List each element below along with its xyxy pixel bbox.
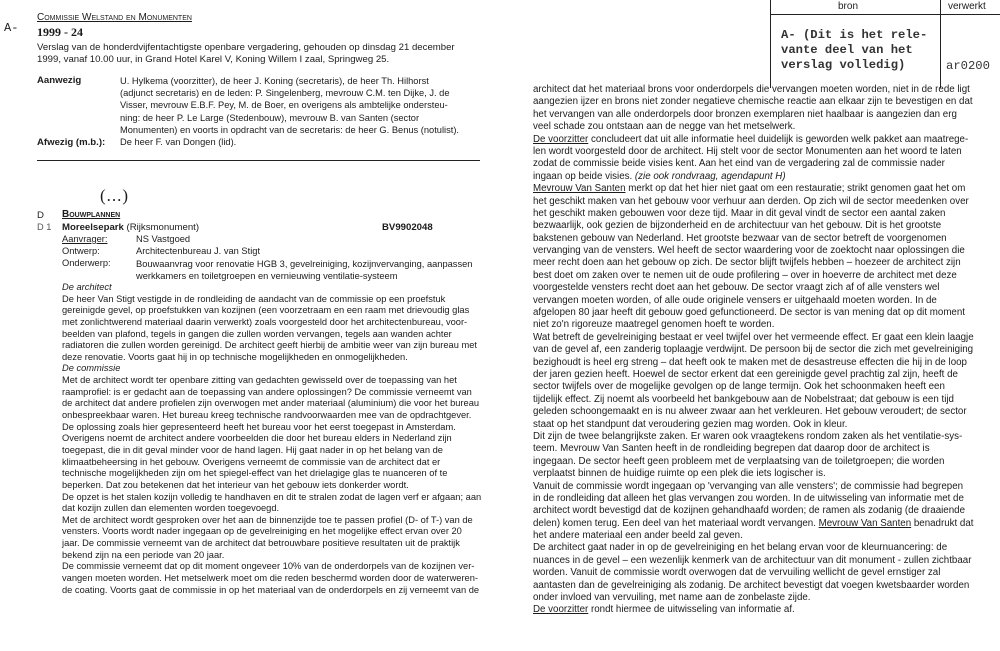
line-text: het andere materiaal een ander beeld zal geven.	[533, 530, 743, 542]
text-line	[533, 307, 974, 319]
line-text: architect dat het materiaal brons voor onderdorpels die vervangen moeten worden, niet in de rede ligt	[533, 84, 970, 95]
line-text: architect wordt bevestigd dat de kozijnen gehandhaafd worden; de ramen als zodanig (de draaiende	[533, 505, 965, 517]
present-list	[120, 75, 459, 136]
text-line	[533, 134, 974, 146]
present-line: (adjunct secretaris) en de leden: P. Singelenberg, mevrouw C.M. ten Dijke, J. de	[120, 88, 450, 99]
line-text: Wat betreft de gevelreiniging bestaat er veel twijfel over het vermeende effect. Er gaat een klein laagje	[533, 331, 974, 343]
source-note-line: A- (Dit is het rele-	[781, 28, 928, 42]
line-text: aantasten dan de gevelreiniging als zodanig. De architect bevestigt dat voegen kwetsbaarder worden	[533, 579, 970, 591]
text-line	[62, 526, 481, 538]
text-line	[533, 555, 974, 567]
line-text: Dit zijn de twee belangrijkste zaken. Er waren ook vraagtekens rondom zaken als het ventilatie-sys-	[533, 430, 963, 442]
report-number: 1999 - 24	[37, 25, 83, 39]
column-header-processed: verwerkt	[948, 1, 986, 12]
text-line	[62, 573, 481, 585]
line-text: vensters. Voorts wordt nader ingegaan op de gevelreiniging en het mogelijke effect ervan over 20	[62, 526, 462, 537]
text-line	[533, 146, 974, 158]
text-line	[533, 344, 974, 356]
header-divider	[37, 160, 480, 161]
line-text: afgelopen 80 jaar heeft dit gebouw goed gefunctioneerd. De sector is van mening dat op dit moment	[533, 307, 965, 319]
text-line	[533, 96, 974, 108]
speaker-name: Mevrouw Van Santen	[533, 183, 626, 195]
line-text: de architect dat andere profielen zijn overwogen met ander materiaal (aluminium) die voor het bureau	[62, 398, 480, 409]
line-text: geleden schoongemaakt en is nu alweer zwaar aan het verkleuren. Het gebouw veroudert; de sector	[533, 406, 967, 418]
text-line	[533, 245, 974, 257]
line-text: voorgestelde vensters recht doet aan het gebouw. De sector vraagt zich af of alle vensters wel	[533, 282, 940, 294]
right-column-body	[533, 84, 974, 617]
line-text: aangezien ijzer en brons niet zonder negatieve chemische reactie aan elkaar zijn te bevestigen en dat	[533, 96, 973, 108]
line-text: niet zo'n rigoreuze maatregel genomen hoeft te worden.	[533, 319, 775, 331]
line-text: verplaatst binnen de huidige ruimte op een plek die iets logischer is.	[533, 468, 826, 480]
line-text: het geschikt maken van het gebouw voor verhuur aan derden. Op zich wil de sector meedenken over	[533, 195, 969, 207]
text-line	[533, 481, 974, 493]
text-line	[62, 457, 481, 469]
design-label: Ontwerp:	[62, 246, 100, 256]
line-text: delen) komen terug. Een deel van het materiaal wordt vervangen.	[533, 517, 819, 529]
text-line	[533, 518, 974, 530]
table-header-rule	[770, 14, 1000, 15]
present-line: U. Hylkema (voorzitter), de heer J. Koning (secretaris), de heer Th. Hilhorst	[120, 76, 429, 86]
text-line	[62, 468, 481, 480]
line-text: ingaan op beide visies.	[533, 170, 635, 182]
line-text: ingegaan. De sector heeft geen probleem met de verplaatsing van de toiletgroepen; die worden	[533, 455, 945, 467]
line-text: vangen moeten worden. Het metselwerk moet om die reden beschermd worden door de waterweren-	[62, 573, 478, 584]
line-text: De opzet is het stalen kozijn volledig te handhaven en dit te stralen zodat de lagen verf er afgaan; aan	[62, 491, 482, 502]
line-text: teem. Mevrouw Van Santen heeft in de rondleiding begrepen dat daarop door de architect is	[533, 443, 930, 455]
subject-label: Onderwerp:	[62, 258, 111, 268]
text-line	[533, 567, 974, 579]
line-text: veel schade zou ontstaan aan de negge van het metselwerk.	[533, 121, 796, 133]
line-text: meer recht doen aan het gebouw op zich. De sector blijft twijfels hebben – hoezeer de architect zijn	[533, 257, 961, 269]
line-text: best doet om zaken over te nemen uit de oude profilering – over in hoeverre de architect met deze	[533, 269, 957, 281]
line-text: tijdelijk effect. Zij noemt als voorbeeld het bankgebouw aan de Nobelstraat; dat gebouw is een tijd	[533, 393, 954, 405]
line-text: technische mogelijkheden zijn om het spiegel-effect van het drielagige glas te nuanceren of te	[62, 468, 448, 479]
text-line	[533, 319, 974, 331]
text-line	[533, 604, 974, 616]
committee-name: Commissie Welstand en Monumenten	[37, 12, 192, 23]
applicant-value: NS Vastgoed	[136, 234, 191, 244]
text-line	[62, 410, 481, 422]
text-line	[62, 585, 481, 597]
text-line	[533, 443, 974, 455]
margin-mark: A-	[4, 21, 19, 35]
text-line	[62, 422, 481, 434]
line-text: jaar. De commissie verneemt van de architect dat betrouwbare positieve resultaten uit de praktijk	[62, 538, 460, 549]
text-line	[533, 394, 974, 406]
text-line	[533, 295, 974, 307]
omission-mark: (...)	[100, 186, 130, 205]
text-line	[62, 329, 481, 341]
subject-line: werkkamers en toiletgroepen en vernieuwing ventilatie-systeem	[136, 271, 398, 281]
text-line	[533, 84, 974, 96]
intro-line: Verslag van de honderdvijfentachtigste openbare vergadering, gehouden op dinsdag 21 december	[37, 42, 455, 53]
text-line	[62, 387, 481, 399]
processed-code: ar0200	[946, 59, 990, 73]
speaker-name: De voorzitter	[533, 604, 589, 616]
line-text: het geschikt maken gebouwen voor deze tijd. Maar in dit geval vindt de sector een aantal zaken	[533, 207, 946, 219]
line-text: dat kozijn zullen dan elementen worden toegevoegd.	[62, 503, 280, 514]
line-text: vervangen moeten worden, of alle oude originele vensers er uitgehaald moeten worden. In de	[533, 294, 937, 306]
line-text: het vervangen van alle onderdorpels door bronzen exemplaren niet haalbaar is aangezien dan erg	[533, 108, 957, 120]
text-line	[62, 492, 481, 504]
speaker-name: Mevrouw Van Santen	[818, 517, 912, 529]
applicant-label: Aanvrager:	[62, 234, 108, 244]
line-text: concludeert dat uit alle informatie heel duidelijk is geworden welk pakket aan maatrege-	[588, 133, 969, 145]
subject-line: Bouwaanvrag voor renovatie HGB 3, gevelreiniging, kozijnvervanging, aanpassen	[136, 259, 473, 269]
line-text: vervanging van de vensters. Wel heeft de sector waardering voor de zoektocht naar oplossingen die	[533, 245, 965, 257]
line-text: De oplossing zoals hier gepresenteerd heeft het bureau voor het eerst toegepast in Amsterdam.	[62, 421, 456, 432]
design-value: Architectenbureau J. van Stigt	[136, 246, 261, 256]
line-text: benadrukt dat	[911, 517, 974, 529]
text-line	[62, 433, 481, 445]
line-text: beelden van plafond, tegels in gangen die zullen worden vervangen, tegels aan wanden achter	[62, 328, 452, 339]
text-line	[533, 109, 974, 121]
line-text: toegepast, die in dit geval minder voor de hand lagen. Hij gaat nader in op het belang van de	[62, 444, 443, 455]
item-title	[62, 222, 199, 233]
text-line	[62, 363, 481, 375]
line-text: onbespreekbaar waren. Het bureau kreeg technische randvoorwaarden mee van de opdrachtgever.	[62, 410, 472, 421]
text-line	[533, 158, 974, 170]
section-letter: D	[37, 210, 44, 221]
line-text: bezighoudt is heel erg streng – dat heeft ook te maken met de desastreuse effecten die hij in de loop	[533, 356, 967, 368]
line-text: De architect	[62, 282, 112, 292]
text-line	[533, 270, 974, 282]
line-text: onder invloed van vervuiling, met name aan de zonbelaste zijde.	[533, 592, 811, 604]
text-line	[533, 468, 974, 480]
absent-list: De heer F. van Dongen (lid).	[120, 137, 237, 147]
line-text: bezwaarlijk, ook gezien de bijzonderheid en de architectuur van het gebouw. Dit is het grootste	[533, 220, 942, 232]
text-line	[533, 431, 974, 443]
text-line	[62, 538, 481, 550]
text-line	[533, 208, 974, 220]
line-text: De commissie	[62, 363, 121, 374]
line-text: der jaren gezien heeft. Hoewel de sector erkent dat een gereinigde gevel prachtig zal zijn, heeft de	[533, 368, 958, 380]
line-text: deze renovatie. Voorts gaat hij in op technische mogelijkheden en onmogelijkheden.	[62, 351, 408, 362]
text-line	[62, 515, 481, 527]
text-line	[62, 550, 481, 562]
absent-label: Afwezig (m.b.):	[37, 137, 106, 148]
left-column-body	[62, 282, 481, 596]
text-line	[62, 561, 481, 573]
text-line	[533, 580, 974, 592]
line-text: Met de architect wordt ter openbare zitting van gedachten gewisseld over de toepassing van het	[62, 375, 457, 386]
section-title: Bouwplannen	[62, 209, 121, 220]
text-line	[533, 592, 974, 604]
line-text: de coating. Voorts gaat de commissie in op het materiaal van de onderdorpels en zij verneemt van de	[62, 584, 480, 595]
line-text: beperken. Dat zou betekenen dat het interieur van het gebouw iets donkerder wordt.	[62, 479, 409, 490]
source-note-line: verslag volledig)	[781, 58, 906, 72]
text-line	[533, 406, 974, 418]
item-code: BV9902048	[382, 222, 433, 233]
line-text: bekend zijn na een periode van 20 jaar.	[62, 549, 225, 560]
present-line: Visser, mevrouw E.B.F. Pey, M. de Boer, en overigens als ambtelijke ondersteu-	[120, 100, 448, 111]
line-text: merkt op dat het hier niet gaat om een restauratie; strikt genomen gaat het om	[625, 183, 966, 195]
present-label: Aanwezig	[37, 75, 82, 86]
source-note-line: vante deel van het	[781, 43, 913, 57]
line-text: De heer Van Stigt vestigde in de rondleiding de aandacht van de commissie op een proefstuk	[62, 293, 446, 304]
text-line	[533, 542, 974, 554]
line-text: Met de architect wordt gesproken over het aan de binnenzijde toe te passen profiel (D- of T-) van de	[62, 514, 473, 525]
text-line	[533, 257, 974, 269]
text-line	[533, 419, 974, 431]
line-text: bakstenen gebouw van Nederland. Het grootste bezwaar van de sector betreft de voorgenomen	[533, 232, 947, 244]
line-text: sector twijfels over de mogelijke gevolgen op de lange termijn. Ook het schoonmaken heeft een	[533, 381, 945, 393]
text-line	[62, 352, 481, 364]
text-line	[62, 340, 481, 352]
line-text: De commissie verneemt dat op dit moment ongeveer 10% van de onderdorpels van de kozijnen ver-	[62, 561, 475, 572]
text-line	[62, 375, 481, 387]
text-line	[533, 530, 974, 542]
item-status: (Rijksmonument)	[123, 222, 200, 233]
report-intro	[37, 42, 455, 66]
text-line	[533, 220, 974, 232]
column-header-source: bron	[838, 1, 859, 12]
text-line	[533, 332, 974, 344]
line-text: Overigens noemt de architect andere voorbeelden die door het bureau elders in Nederland zijn	[62, 433, 452, 444]
line-text: radiatoren die zullen worden gereinigd. De architect geeft hierbij de ambitie weer van zijn bureau met	[62, 340, 477, 351]
line-text: nuances in de gevel – een wezenlijk kenmerk van de architectuur van dit monument - zullen zichtbaar	[533, 554, 972, 566]
item-name: Moreelsepark	[62, 222, 124, 233]
line-text: len wordt voorgesteld door de architect. Hij stelt voor de sector Monumenten aan het woord te laten	[533, 145, 962, 157]
text-line	[533, 369, 974, 381]
source-note	[781, 28, 927, 73]
text-line	[533, 505, 974, 517]
text-line	[533, 456, 974, 468]
line-text: raamprofiel: is er gedacht aan de toepassing van andere oplossingen? De commissie verneemt van	[62, 386, 472, 397]
text-line	[62, 294, 481, 306]
line-text: van de gevel af, een zanderig toplaagje verdwijnt. De persoon bij de sector die zich met gevelreiniging	[533, 344, 974, 356]
text-line	[533, 493, 974, 505]
item-number: D 1	[37, 222, 52, 232]
line-text: klimaatbeheersing in het gebouw. Overigens verneemt de commissie van de architect dat er	[62, 456, 441, 467]
line-text: gereinigde gevel, op proefstukken van kozijnen (een voorzetraam en een raam met drievoudig glas	[62, 305, 470, 316]
text-line	[533, 183, 974, 195]
intro-line: 1999, vanaf 10.00 uur, in Grand Hotel Karel V, Koning Willem I zaal, Springweg 25.	[37, 54, 390, 66]
text-line	[533, 196, 974, 208]
present-line: ning: de heer P. Le Large (Stedenbouw), mevrouw B. van Santen (sector	[120, 112, 420, 123]
line-text: worden. Vanuit de commissie wordt overwogen dat de vervuiling wellicht de gevel ernstiger zal	[533, 567, 941, 579]
text-line	[533, 121, 974, 133]
text-line	[533, 282, 974, 294]
text-line	[62, 317, 481, 329]
line-text: zodat de commissie beide visies kent. Aan het eind van de vergadering zal de commissie nader	[533, 158, 945, 170]
text-line	[533, 357, 974, 369]
text-line	[62, 398, 481, 410]
text-line	[62, 305, 481, 317]
line-text: in de rondleiding dat alleen het glas vervangen zou worden. In de uitwisseling van informatie met de	[533, 492, 964, 504]
present-line: Monumenten) en voorts in opdracht van de secretaris: de heer G. Benus (notulist).	[120, 124, 459, 135]
text-line	[62, 445, 481, 457]
line-text: Vanuit de commissie wordt ingegaan op 'vervanging van alle vensters'; de commissie had begrepen	[533, 480, 964, 492]
text-line	[62, 503, 481, 515]
line-text: De architect gaat nader in op de gevelreiniging en het belang ervan voor de kleurnuancering: de	[533, 542, 948, 554]
text-line	[533, 233, 974, 245]
line-text: staat op het standpunt dat veroudering gezien mag worden. Ook in kleur.	[533, 418, 848, 430]
text-line	[62, 282, 481, 294]
line-text: rondt hiermee de uitwisseling van informatie af.	[588, 604, 795, 616]
text-line	[533, 171, 974, 183]
speaker-name: De voorzitter	[533, 133, 589, 145]
subject-value	[136, 258, 472, 282]
text-line	[533, 381, 974, 393]
cross-reference: (zie ook rondvraag, agendapunt H)	[634, 170, 786, 182]
text-line	[62, 480, 481, 492]
line-text: met zonlichtwerend materiaal daarin verwerkt) zoals voorgesteld door het architectenbureau, voor-	[62, 316, 468, 327]
